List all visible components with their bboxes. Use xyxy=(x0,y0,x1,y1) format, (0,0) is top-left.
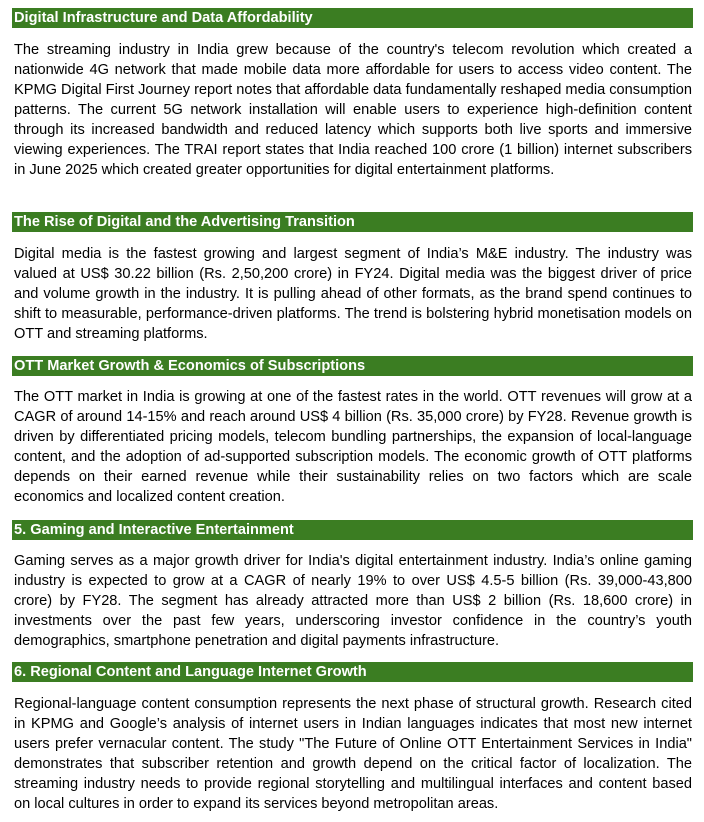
section-rise-of-digital xyxy=(12,212,693,344)
section-regional-content xyxy=(12,662,693,814)
section-paragraph: Digital media is the fastest growing and largest segment of India’s M&E industry. The industry was valued at US$ 30.22 billion (Rs. 2,50,200 crore) in FY24. Digital media was the biggest driver of price and volume growth in the industry. It is pulling ahead of other formats, as the brand spend continues to shift to measurable, performance-driven platforms. The trend is bolstering hybrid monetisation models on OTT and streaming platforms. xyxy=(14,246,692,342)
section-heading: 6. Regional Content and Language Internet Growth xyxy=(12,662,693,682)
section-paragraph: The streaming industry in India grew because of the country's telecom revolution which created a nationwide 4G network that made mobile data more affordable for users to access video content. The KPMG Digital First Journey report notes that affordable data fundamentally reshaped media consumption patterns. The current 5G network installation will enable users to experience high-definition content through its increased bandwidth and reduced latency which supports both live sports and immersive viewing experiences. The TRAI report states that India reached 100 crore (1 billion) internet subscribers in June 2025 which created greater opportunities for digital entertainment platforms. xyxy=(14,42,692,178)
section-gaming-interactive xyxy=(12,520,693,651)
section-heading: Digital Infrastructure and Data Affordability xyxy=(12,8,693,28)
section-paragraph: Gaming serves as a major growth driver for India's digital entertainment industry. India’s online gaming industry is expected to grow at a CAGR of nearly 19% to over US$ 4.5-5 billion (Rs. 39,000-43,800 crore) by FY28. The segment has already attracted more than US$ 2 billion (Rs. 18,600 crore) in investments over the past few years, underscoring investor confidence in the country’s youth demographics, smartphone penetration and digital payments infrastructure. xyxy=(14,553,692,649)
section-paragraph: Regional-language content consumption represents the next phase of structural growth. Research cited in KPMG and Google’s analysis of internet users in Indian languages indicates that most new internet users prefer vernacular content. The study "The Future of Online OTT Entertainment Services in India" demonstrates that subscriber retention and growth depend on the critical factor of localization. The streaming industry needs to provide regional storytelling and multilingual interfaces and content based on local cultures in order to expand its services beyond metropolitan areas. xyxy=(14,696,692,812)
section-ott-market-growth xyxy=(12,356,693,507)
section-heading: OTT Market Growth & Economics of Subscriptions xyxy=(12,356,693,376)
section-digital-infrastructure xyxy=(12,8,693,180)
section-heading: The Rise of Digital and the Advertising Transition xyxy=(12,212,693,232)
section-heading: 5. Gaming and Interactive Entertainment xyxy=(12,520,693,540)
section-paragraph: The OTT market in India is growing at one of the fastest rates in the world. OTT revenues will grow at a CAGR of around 14-15% and reach around US$ 4 billion (Rs. 35,000 crore) by FY28. Revenue growth is driven by differentiated pricing models, telecom bundling partnerships, the expansion of local-language content, and the adoption of ad-supported subscription models. The economic growth of OTT platforms depends on their earned revenue while their sustainability relies on two factors which are scale economics and localized content creation. xyxy=(14,389,692,505)
